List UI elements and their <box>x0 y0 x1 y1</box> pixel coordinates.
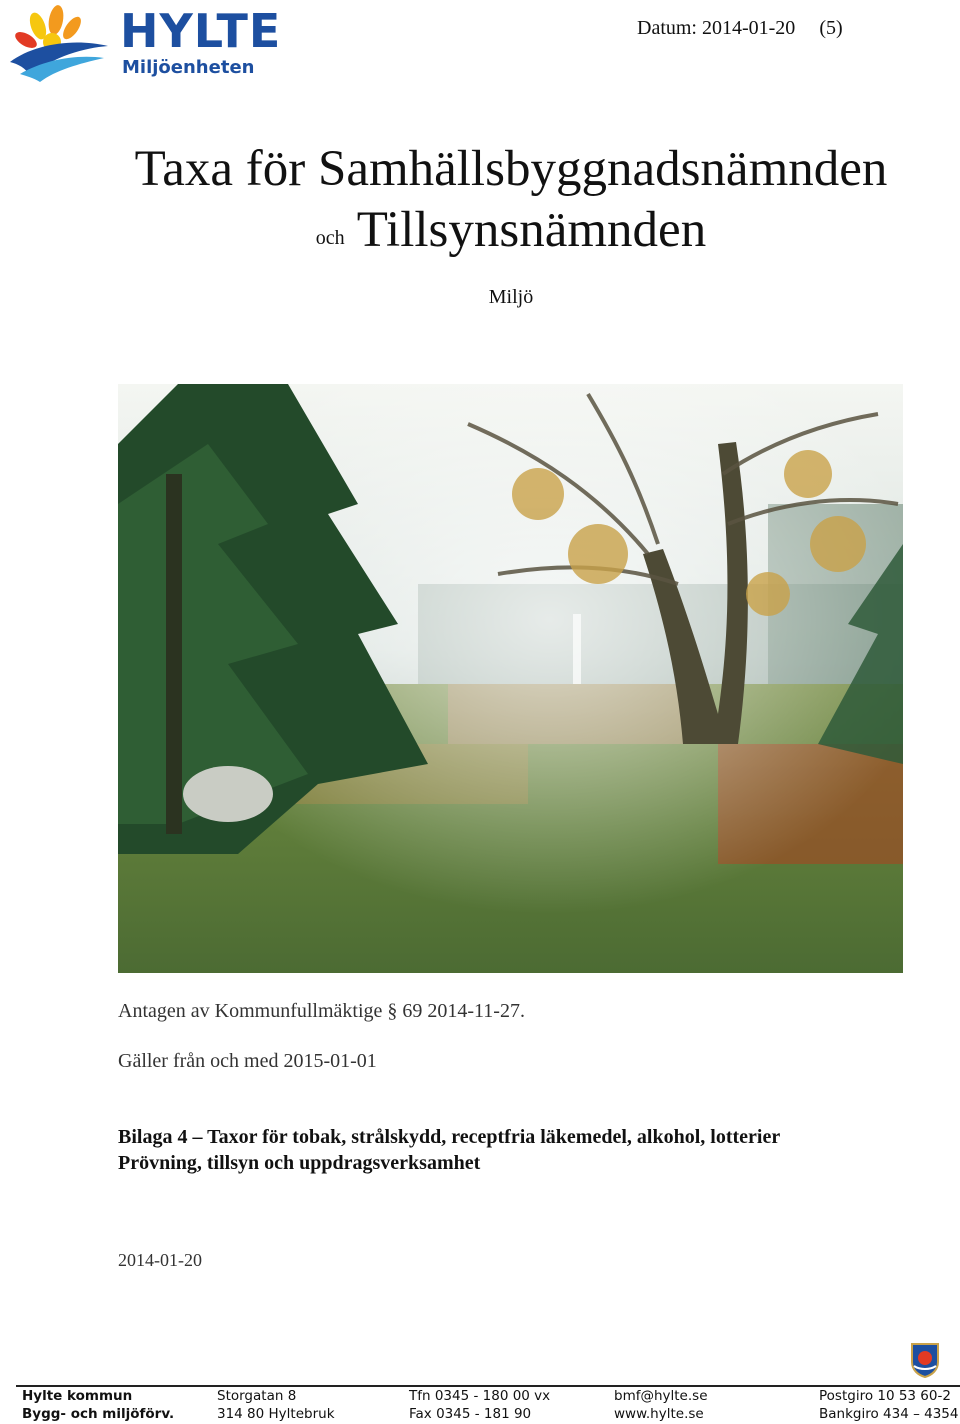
header-date-text: Datum: 2014-01-20 <box>637 17 796 39</box>
annex-subtitle: Prövning, tillsyn och uppdragsverksamhet <box>118 1152 481 1174</box>
footer-postgiro: Postgiro 10 53 60-2 <box>819 1388 951 1404</box>
valid-from-statement: Gäller från och med 2015-01-01 <box>118 1050 377 1072</box>
hylte-logo <box>4 4 284 84</box>
footer-org-name: Hylte kommun <box>22 1388 133 1404</box>
forest-photo-image <box>118 384 903 973</box>
municipal-crest-icon <box>910 1342 940 1378</box>
logo-mark-icon <box>4 4 116 84</box>
footer-street: Storgatan 8 <box>217 1388 297 1404</box>
footer-divider <box>16 1385 960 1387</box>
footer-email-link[interactable]: bmf@hylte.se <box>614 1388 708 1404</box>
page-count: (5) <box>819 17 843 39</box>
title-connector: och <box>315 227 345 249</box>
footer-department: Bygg- och miljöförv. <box>22 1406 175 1422</box>
adopted-statement: Antagen av Kommunfullmäktige § 69 2014-11-27. <box>118 1000 525 1022</box>
cover-photo <box>118 384 903 973</box>
footer-bankgiro: Bankgiro 434 – 4354 <box>819 1406 959 1422</box>
page-subtitle: Miljö <box>488 286 534 308</box>
footer-postal: 314 80 Hyltebruk <box>217 1406 335 1422</box>
annex-title: Bilaga 4 – Taxor för tobak, strålskydd, receptfria läkemedel, alkohol, lotterier <box>118 1126 781 1148</box>
header-date <box>637 17 843 40</box>
footer-phone: Tfn 0345 - 180 00 vx <box>409 1388 551 1404</box>
footer-website-link[interactable]: www.hylte.se <box>614 1406 704 1422</box>
page-title: Taxa för Samhällsbyggnadsnämnden <box>134 141 888 197</box>
document-date: 2014-01-20 <box>118 1250 202 1270</box>
logo-tagline: Miljöenheten <box>122 57 255 78</box>
logo-wordmark: HYLTE <box>120 4 282 58</box>
title-second: Tillsynsnämnden <box>356 202 707 258</box>
page-title-line-2 <box>0 202 960 258</box>
footer-fax: Fax 0345 - 181 90 <box>409 1406 532 1422</box>
